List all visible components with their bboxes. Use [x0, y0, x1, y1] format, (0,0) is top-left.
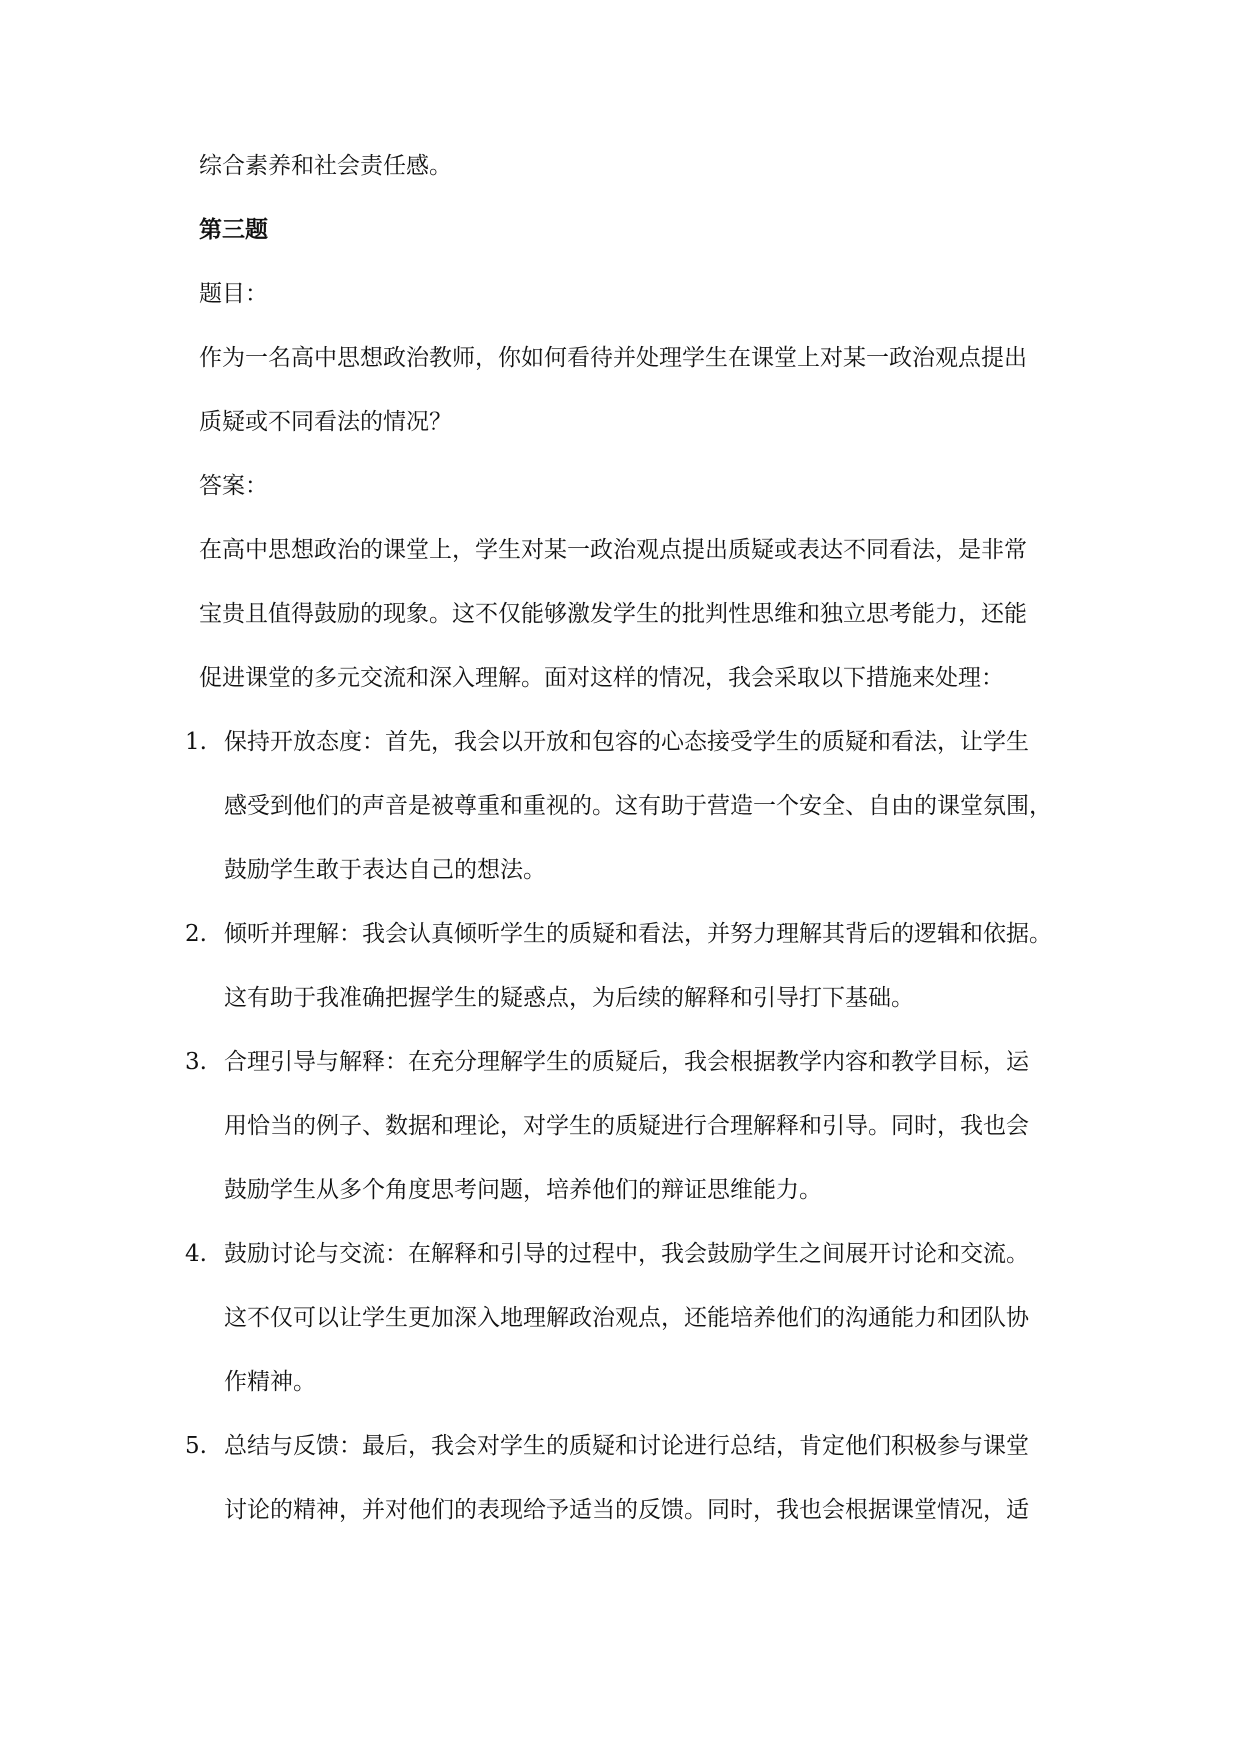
list-number: 3. [185, 1049, 207, 1075]
text-line: 作精神。 [224, 1369, 316, 1395]
text-line: 倾听并理解：我会认真倾听学生的质疑和看法，并努力理解其背后的逻辑和依据。 [224, 921, 1052, 947]
question-label [199, 262, 1099, 326]
list-item [185, 902, 1099, 1030]
text-line: 保持开放态度：首先，我会以开放和包容的心态接受学生的质疑和看法，让学生 [224, 729, 1029, 755]
text-line: 作为一名高中思想政治教师，你如何看待并处理学生在课堂上对某一政治观点提出 [199, 345, 1027, 371]
text-line: 用恰当的例子、数据和理论，对学生的质疑进行合理解释和引导。同时，我也会 [224, 1113, 1029, 1139]
text-line: 这有助于我准确把握学生的疑惑点，为后续的解释和引导打下基础。 [224, 985, 914, 1011]
text-line: 讨论的精神，并对他们的表现给予适当的反馈。同时，我也会根据课堂情况，适 [224, 1497, 1029, 1523]
text-line: 宝贵且值得鼓励的现象。这不仅能够激发学生的批判性思维和独立思考能力，还能 [199, 601, 1027, 627]
text-line: 促进课堂的多元交流和深入理解。面对这样的情况，我会采取以下措施来处理： [199, 665, 1004, 691]
answer-intro [199, 518, 1099, 710]
measures-list [185, 710, 1099, 1542]
intro-line [199, 134, 1099, 198]
text-line: 质疑或不同看法的情况？ [199, 409, 452, 435]
list-number: 1. [185, 729, 207, 755]
list-number: 5. [185, 1433, 207, 1459]
text-line: 这不仅可以让学生更加深入地理解政治观点，还能培养他们的沟通能力和团队协 [224, 1305, 1029, 1331]
list-number: 2. [185, 921, 207, 947]
question-text [199, 326, 1099, 454]
text-line: 合理引导与解释：在充分理解学生的质疑后，我会根据教学内容和教学目标，运 [224, 1049, 1029, 1075]
text-line: 鼓励讨论与交流：在解释和引导的过程中，我会鼓励学生之间展开讨论和交流。 [224, 1241, 1029, 1267]
list-item [185, 1222, 1099, 1414]
list-item [185, 710, 1099, 902]
section-title: 第三题 [199, 216, 268, 243]
list-number: 4. [185, 1241, 207, 1267]
list-item [185, 1414, 1099, 1542]
text-line: 鼓励学生敢于表达自己的想法。 [224, 857, 546, 883]
text-line: 总结与反馈：最后，我会对学生的质疑和讨论进行总结，肯定他们积极参与课堂 [224, 1433, 1029, 1459]
text-line: 综合素养和社会责任感。 [199, 153, 452, 179]
document-body [185, 134, 1099, 1542]
answer-label [199, 454, 1099, 518]
list-item [185, 1030, 1099, 1222]
text-line: 题目： [199, 281, 268, 307]
text-line: 鼓励学生从多个角度思考问题，培养他们的辩证思维能力。 [224, 1177, 822, 1203]
text-line: 感受到他们的声音是被尊重和重视的。这有助于营造一个安全、自由的课堂氛围， [224, 793, 1052, 819]
text-line: 在高中思想政治的课堂上，学生对某一政治观点提出质疑或表达不同看法，是非常 [199, 537, 1027, 563]
text-line: 答案： [199, 473, 268, 499]
